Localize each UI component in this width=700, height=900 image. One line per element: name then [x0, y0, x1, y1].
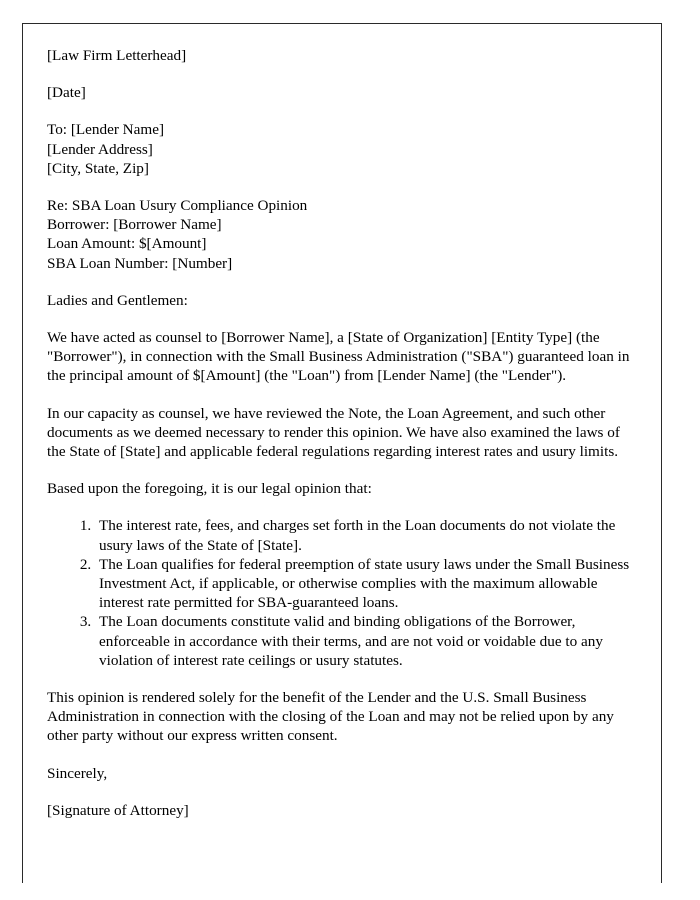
spacer [47, 746, 635, 764]
spacer [47, 273, 635, 291]
spacer [47, 65, 635, 83]
signature-block: [Signature of Attorney] [47, 801, 189, 819]
spacer [47, 386, 635, 404]
sba-loan-number-line: SBA Loan Number: [Number] [47, 254, 233, 272]
document-body [47, 46, 635, 820]
paragraph-review: In our capacity as counsel, we have reviewed the Note, the Loan Agreement, and such other documents as we deemed necessary to render this opinion. We have also examined the laws of the State of [State] and applicable federal regulations regarding interest rates and usury limits. [47, 404, 624, 461]
spacer [47, 461, 635, 479]
spacer [47, 783, 635, 801]
paragraph-opinion-lead-in: Based upon the foregoing, it is our legal opinion that: [47, 480, 372, 498]
spacer [47, 178, 635, 196]
recipient-address-line: [Lender Address] [47, 140, 153, 158]
list-item: 1. The interest rate, fees, and charges set forth in the Loan documents do not violate the usury laws of the State of [State]. [95, 516, 635, 554]
recipient-address-block [47, 120, 635, 178]
spacer [47, 670, 635, 688]
reference-block [47, 196, 635, 273]
salutation: Ladies and Gentlemen: [47, 291, 188, 309]
paragraph-reliance: This opinion is rendered solely for the benefit of the Lender and the U.S. Small Business Administration in connection with the closing of the Loan and may not be relied upon by any other party without our express written consent. [47, 689, 618, 745]
loan-amount-line: Loan Amount: $[Amount] [47, 235, 207, 253]
spacer [47, 102, 635, 120]
borrower-line: Borrower: [Borrower Name] [47, 216, 222, 234]
list-item: 3. The Loan documents constitute valid and binding obligations of the Borrower, enforceable in accordance with their terms, and are not void or voidable due to any violation of interest rate ceilings or usury statutes. [95, 612, 635, 670]
paragraph-engagement: We have acted as counsel to [Borrower Name], a [State of Organization] [Entity Type] (the "Borrower"), in connection with the Small Business Administration ("SBA") guaranteed loan in the principal amount of $[Amount] (the "Loan") from [Lender Name] (the "Lender"). [47, 329, 634, 385]
spacer [47, 310, 635, 328]
recipient-city-state-zip: [City, State, Zip] [47, 159, 149, 177]
recipient-to-line: To: [Lender Name] [47, 121, 165, 139]
spacer [47, 498, 635, 516]
document-page [22, 23, 662, 883]
closing-salutation: Sincerely, [47, 764, 108, 782]
letterhead-placeholder: [Law Firm Letterhead] [47, 47, 187, 64]
list-item: 2. The Loan qualifies for federal preemption of state usury laws under the Small Business Investment Act, if applicable, or otherwise complies with the maximum allowable interest rate permitted for SBA-guaranteed loans. [95, 555, 635, 613]
re-line: Re: SBA Loan Usury Compliance Opinion [47, 197, 308, 215]
opinion-list [47, 516, 635, 670]
date-placeholder: [Date] [47, 84, 86, 102]
